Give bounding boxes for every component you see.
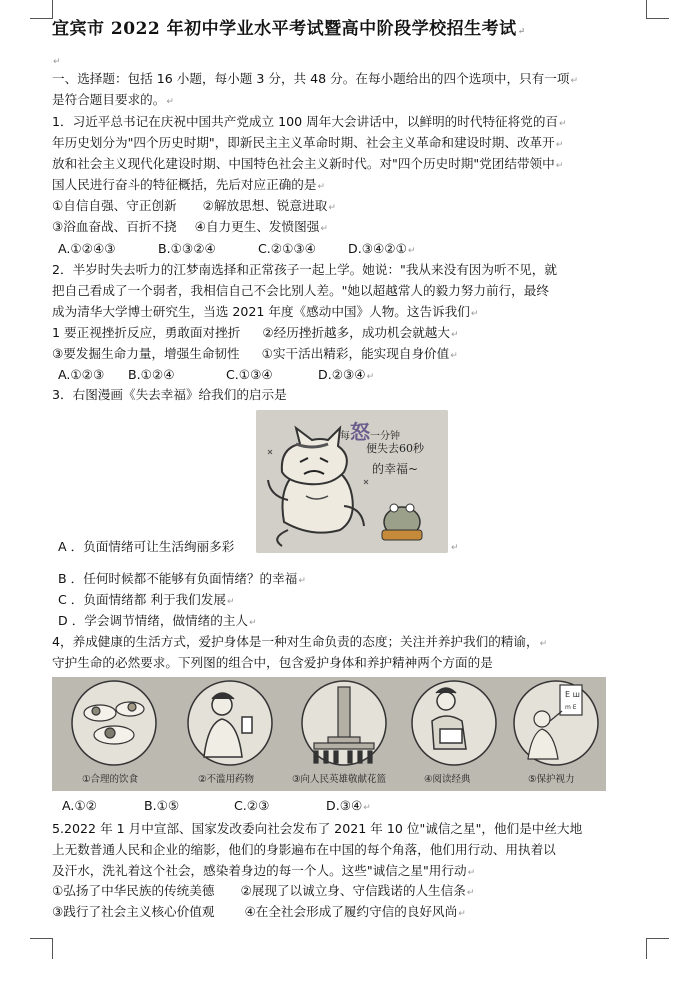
q1-items-row: ①自信自强、守正创新 ②解放思想、锐意进取↵	[52, 198, 336, 213]
q4-option-b: B.①⑤	[144, 798, 180, 813]
svg-text:m E: m E	[565, 704, 577, 711]
q4-option-a: A.①②	[62, 798, 97, 813]
q3-option-a: A ．负面情绪可让生活绚丽多彩	[58, 539, 235, 554]
q2-item: ③要发掘生命力量，增强生命韧性	[52, 346, 240, 361]
q4-option-c: C.②③	[234, 798, 270, 813]
caption-honor-heroes: ③向人民英雄敬献花篮	[292, 774, 387, 785]
q5-items-row: ③践行了社会主义核心价值观 ④在全社会形成了履约守信的良好风尚↵	[52, 904, 466, 919]
cartoon-caption-1: 每怒一分钟	[340, 420, 400, 444]
caption-read-classics: ④阅读经典	[424, 774, 471, 785]
q1-stem-line: 1．习近平总书记在庆祝中国共产党成立 100 周年大会讲话中，以鲜明的时代特征将党的百↵	[52, 114, 567, 129]
q3-option-c: C ．负面情绪都 利于我们发展↵	[58, 592, 235, 607]
q2-option-d: D.②③④↵	[318, 367, 375, 382]
q5-items-row: ①弘扬了中华民族的传统美德 ②展现了以诚立身、守信践诺的人生信条↵	[52, 883, 475, 898]
q4-stem-line: 4，养成健康的生活方式，爱护身体是一种对生命负责的态度；关注并养护我们的精谕，↵	[52, 634, 548, 649]
q1-stem-line: 国人民进行奋斗的特征概括，先后对应正确的是↵	[52, 177, 326, 192]
q1-option-c: C.②①③④	[258, 241, 316, 256]
q2-item: 1 要正视挫折反应，勇敢面对挫折	[52, 325, 241, 340]
caption-protect-eyesight: ⑤保护视力	[528, 774, 575, 785]
corner-mark-bottom-right	[646, 938, 669, 959]
q3-option-d: D ．学会调节情绪，做情绪的主人↵	[58, 613, 257, 628]
exam-title: 宜宾市 2022 年初中学业水平考试暨高中阶段学校招生考试↵	[52, 19, 526, 39]
q2-items-row: 1 要正视挫折反应，勇敢面对挫折 ②经历挫折越多，成功机会就越大↵	[52, 325, 459, 340]
q1-option-a: A.①②④③	[58, 241, 116, 256]
q1-item: ①自信自强、守正创新	[52, 198, 177, 213]
q2-item: ①实干活出精彩，能实现自身价值	[261, 346, 450, 361]
section-instruction-line-1: 一、选择题：包括 16 小题，每小题 3 分，共 48 分。在每小题给出的四个选项中，只有一项↵	[52, 71, 579, 86]
q5-item: ④在全社会形成了履约守信的良好风尚	[244, 904, 458, 919]
cartoon-caption-2: 便失去60秒	[366, 442, 424, 455]
q3-stem: 3．右图漫画《失去幸福》给我们的启示是	[52, 387, 287, 402]
q4-picture-strip	[52, 677, 606, 791]
caption-no-drug-abuse: ②不滥用药物	[198, 774, 255, 785]
q5-item: ③践行了社会主义核心价值观	[52, 904, 215, 919]
q2-items-row: ③要发掘生命力量，增强生命韧性 ①实干活出精彩，能实现自身价值↵	[52, 346, 458, 361]
q5-item: ②展现了以诚立身、守信践诺的人生信条	[240, 883, 466, 898]
q1-item: ④自力更生、发愤图强	[194, 219, 320, 234]
cartoon-caption-3: 的幸福~	[372, 462, 419, 476]
q5-stem-line: 5.2022 年 1 月中宣部、国家发改委向社会发布了 2021 年 10 位"诚信之星"，他们是中丝大地	[52, 821, 583, 836]
q2-option-c: C.①③④	[226, 367, 273, 382]
corner-mark-bottom-left	[30, 938, 53, 959]
q1-option-d: D.③④②①↵	[348, 241, 416, 256]
caption-healthy-diet: ①合理的饮食	[82, 774, 139, 785]
empty-paragraph: ↵	[53, 57, 61, 67]
q1-stem-line: 放和社会主义现代化建设时期、中国特色社会主义新时代。对"四个历史时期"党团结带领中↵	[52, 156, 564, 171]
q5-stem-line: 及汗水，洗礼着这个社会，感染着身边的每一个人。这些"诚信之星"用行动↵	[52, 863, 476, 878]
q1-items-row: ③浴血奋战、百折不挠 ④自力更生、发愤图强↵	[52, 219, 328, 234]
q2-stem-line: 2．半岁时失去听力的江梦南选择和正常孩子一起上学。她说："我从来没有因为听不见，就	[52, 262, 557, 277]
corner-mark-top-left	[30, 0, 53, 19]
q4-stem-line: 守护生命的必然要求。下列图的组合中，包含爱护身体和养护精神两个方面的是	[52, 655, 493, 670]
q1-item: ②解放思想、锐意进取	[202, 198, 328, 213]
return-mark: ↵	[451, 543, 459, 553]
q5-item: ①弘扬了中华民族的传统美德	[52, 883, 215, 898]
q2-stem-line: 把自己看成了一个弱者，我相信自己不会比别人差。"她以超越常人的毅力努力前行，最终	[52, 283, 549, 298]
q2-stem-line: 成为清华大学博士研究生，当选 2021 年度《感动中国》人物。这告诉我们↵	[52, 304, 479, 319]
q2-option-a: A.①②③	[58, 367, 105, 382]
q1-item: ③浴血奋战、百折不挠	[52, 219, 177, 234]
q1-option-b: B.①③②④	[158, 241, 216, 256]
q3-cartoon-image	[256, 410, 448, 553]
q1-stem-line: 年历史划分为"四个历史时期"，即新民主主义革命时期、社会主义革命和建设时期、改革开↵	[52, 135, 564, 150]
svg-text:E ш: E ш	[565, 690, 580, 699]
q4-option-d: D.③④↵	[326, 798, 371, 813]
q2-item: ②经历挫折越多，成功机会就越大	[262, 325, 450, 340]
q5-stem-line: 上无数普通人民和企业的缩影，他们的身影遍布在中国的每个角落，他们用行动、用执着以	[52, 842, 556, 857]
q3-option-b: B ．任何时候都不能够有负面情绪？的幸福↵	[58, 571, 306, 586]
section-instruction-line-2: 是符合题目要求的。↵	[52, 92, 174, 107]
q2-option-b: B.①②④	[128, 367, 175, 382]
